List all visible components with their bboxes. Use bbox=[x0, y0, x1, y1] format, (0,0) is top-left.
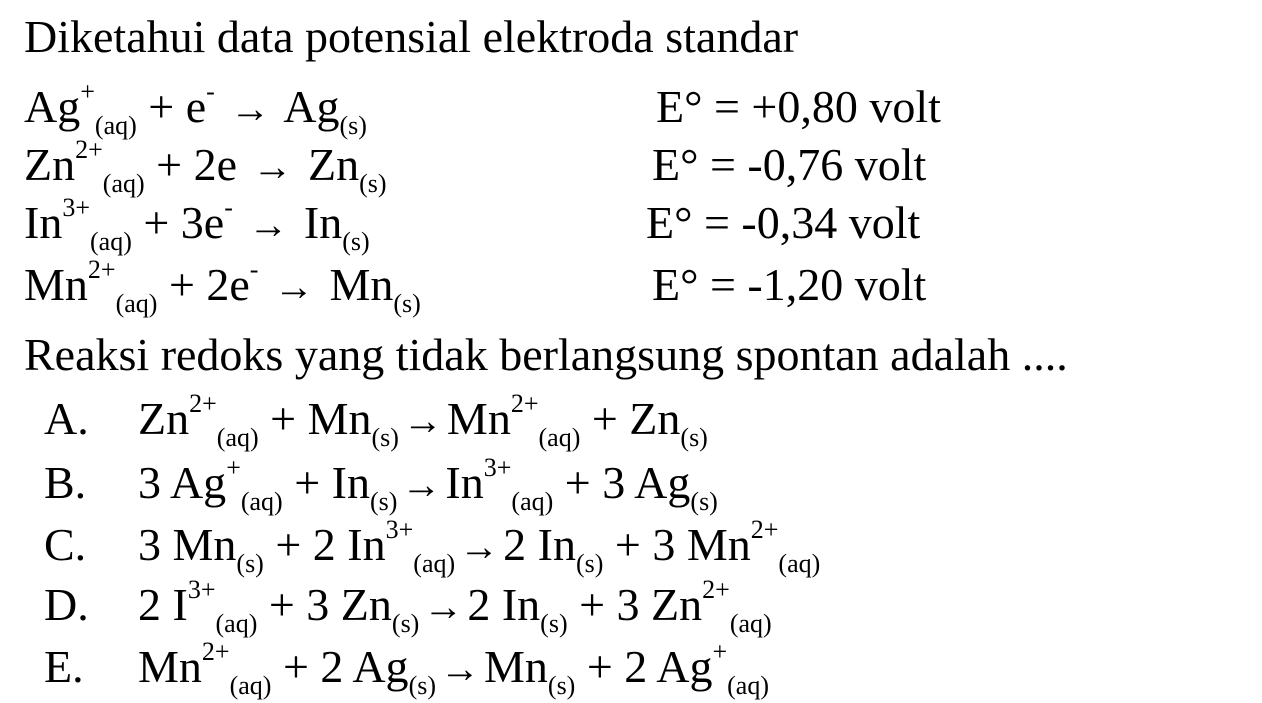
state-subscript: (s) bbox=[391, 609, 420, 638]
option-letter: A. bbox=[44, 393, 89, 444]
equation-term: + 2 Ag bbox=[271, 641, 409, 692]
reaction-arrow: → bbox=[230, 86, 271, 131]
electron-charge: - bbox=[224, 193, 233, 222]
ion-charge: 2+ bbox=[75, 135, 103, 164]
ion-state: (aq) bbox=[115, 289, 158, 318]
state-subscript: (s) bbox=[690, 487, 718, 516]
charge-superscript: 3+ bbox=[187, 575, 216, 604]
option-letter: B. bbox=[44, 457, 87, 508]
option-equation[interactable] bbox=[138, 637, 769, 700]
equation-term: + 3 Zn bbox=[257, 579, 392, 630]
electron-charge: - bbox=[249, 255, 259, 284]
reaction-arrow: → bbox=[248, 202, 289, 247]
state-subscript: (aq) bbox=[729, 609, 772, 638]
equation-term: + 3 Ag bbox=[553, 457, 691, 508]
state-subscript: (aq) bbox=[511, 487, 554, 516]
option-equation[interactable] bbox=[138, 453, 718, 516]
option-equation[interactable] bbox=[138, 575, 772, 638]
state-subscript: (s) bbox=[540, 609, 568, 638]
state-subscript: (aq) bbox=[216, 423, 259, 452]
charge-superscript: 2+ bbox=[510, 389, 539, 418]
ion-state: (aq) bbox=[94, 111, 137, 140]
reaction-arrow: → bbox=[423, 584, 464, 629]
state-subscript: (aq) bbox=[538, 423, 581, 452]
charge-superscript: 3+ bbox=[385, 515, 414, 544]
ion-charge: + bbox=[80, 77, 95, 106]
equation-term: 2 In bbox=[503, 519, 576, 570]
electron-charge: - bbox=[206, 77, 215, 106]
equation-term: + Mn bbox=[258, 393, 372, 444]
equation-term: + 3 Mn bbox=[603, 519, 751, 570]
reaction-arrow: → bbox=[459, 524, 500, 569]
reaction-arrow: → bbox=[402, 398, 443, 443]
ion-symbol: Ag bbox=[24, 81, 81, 132]
equation-term: + Zn bbox=[580, 393, 681, 444]
equation-term: Mn bbox=[446, 393, 511, 444]
ion-charge: 3+ bbox=[62, 193, 90, 222]
product-state: (s) bbox=[339, 111, 367, 140]
ion-symbol: Mn bbox=[24, 259, 88, 310]
standard-potential: E° = +0,80 volt bbox=[656, 81, 941, 132]
charge-superscript: + bbox=[226, 453, 241, 482]
equation-term: + 2 Ag bbox=[575, 641, 713, 692]
charge-superscript: 3+ bbox=[483, 453, 512, 482]
electron-term: + 2e bbox=[156, 139, 237, 190]
reaction-arrow: → bbox=[273, 264, 314, 309]
reaction-arrow: → bbox=[252, 144, 293, 189]
product-symbol: In bbox=[303, 197, 343, 248]
equation-term: Zn bbox=[138, 393, 190, 444]
charge-superscript: 2+ bbox=[702, 575, 730, 604]
state-subscript: (aq) bbox=[240, 487, 283, 516]
option-letter: D. bbox=[44, 579, 89, 630]
equation-term: Mn bbox=[484, 641, 548, 692]
ion-state: (aq) bbox=[102, 169, 145, 198]
option-equation[interactable] bbox=[138, 389, 708, 452]
standard-potential: E° = -0,76 volt bbox=[652, 139, 927, 190]
equation-term: In bbox=[445, 457, 484, 508]
product-state: (s) bbox=[393, 289, 421, 318]
ion-charge: 2+ bbox=[87, 255, 116, 284]
state-subscript: (s) bbox=[575, 549, 604, 578]
product-symbol: Zn bbox=[308, 139, 360, 190]
equation-term: + 3 Zn bbox=[567, 579, 703, 630]
equation-term: 3 Ag bbox=[138, 457, 227, 508]
state-subscript: (s) bbox=[371, 423, 399, 452]
half-reaction-row bbox=[24, 255, 421, 318]
standard-potential: E° = -1,20 volt bbox=[652, 259, 927, 310]
equation-term: + In bbox=[282, 457, 370, 508]
state-subscript: (aq) bbox=[413, 549, 456, 578]
state-subscript: (s) bbox=[236, 549, 264, 578]
electron-term: + 2e bbox=[168, 259, 250, 310]
reaction-arrow: → bbox=[440, 646, 480, 691]
state-subscript: (s) bbox=[408, 671, 436, 700]
option-letter: E. bbox=[44, 641, 84, 692]
product-symbol: Ag bbox=[283, 81, 340, 132]
charge-superscript: + bbox=[712, 637, 728, 666]
charge-superscript: 2+ bbox=[201, 637, 230, 666]
half-reaction-row bbox=[24, 77, 367, 140]
equation-term: + 2 In bbox=[263, 519, 386, 570]
product-symbol: Mn bbox=[329, 259, 394, 310]
state-subscript: (s) bbox=[369, 487, 398, 516]
intro-text: Diketahui data potensial elektroda standar bbox=[24, 11, 799, 62]
ion-state: (aq) bbox=[90, 227, 132, 256]
ion-symbol: Zn bbox=[24, 139, 76, 190]
product-state: (s) bbox=[342, 227, 370, 256]
ion-symbol: In bbox=[24, 197, 63, 248]
equation-term: Mn bbox=[138, 641, 202, 692]
standard-potential: E° = -0,34 volt bbox=[646, 197, 921, 248]
half-reaction-row bbox=[24, 135, 387, 198]
option-equation[interactable] bbox=[138, 515, 821, 578]
equation-term: 2 In bbox=[467, 579, 541, 630]
option-letter: C. bbox=[44, 519, 87, 570]
charge-superscript: 2+ bbox=[750, 515, 779, 544]
equation-term: 2 I bbox=[138, 579, 188, 630]
state-subscript: (aq) bbox=[215, 609, 258, 638]
state-subscript: (aq) bbox=[727, 671, 769, 700]
electron-term: + e bbox=[148, 81, 207, 132]
half-reaction-row bbox=[24, 193, 370, 256]
state-subscript: (aq) bbox=[229, 671, 272, 700]
state-subscript: (s) bbox=[680, 423, 708, 452]
state-subscript: (aq) bbox=[778, 549, 821, 578]
reaction-arrow: → bbox=[401, 462, 442, 507]
equation-term: 3 Mn bbox=[138, 519, 237, 570]
electron-term: + 3e bbox=[143, 197, 225, 248]
question-text: Reaksi redoks yang tidak berlangsung spontan adalah .... bbox=[24, 329, 1068, 380]
state-subscript: (s) bbox=[547, 671, 576, 700]
product-state: (s) bbox=[359, 169, 387, 198]
charge-superscript: 2+ bbox=[189, 389, 217, 418]
